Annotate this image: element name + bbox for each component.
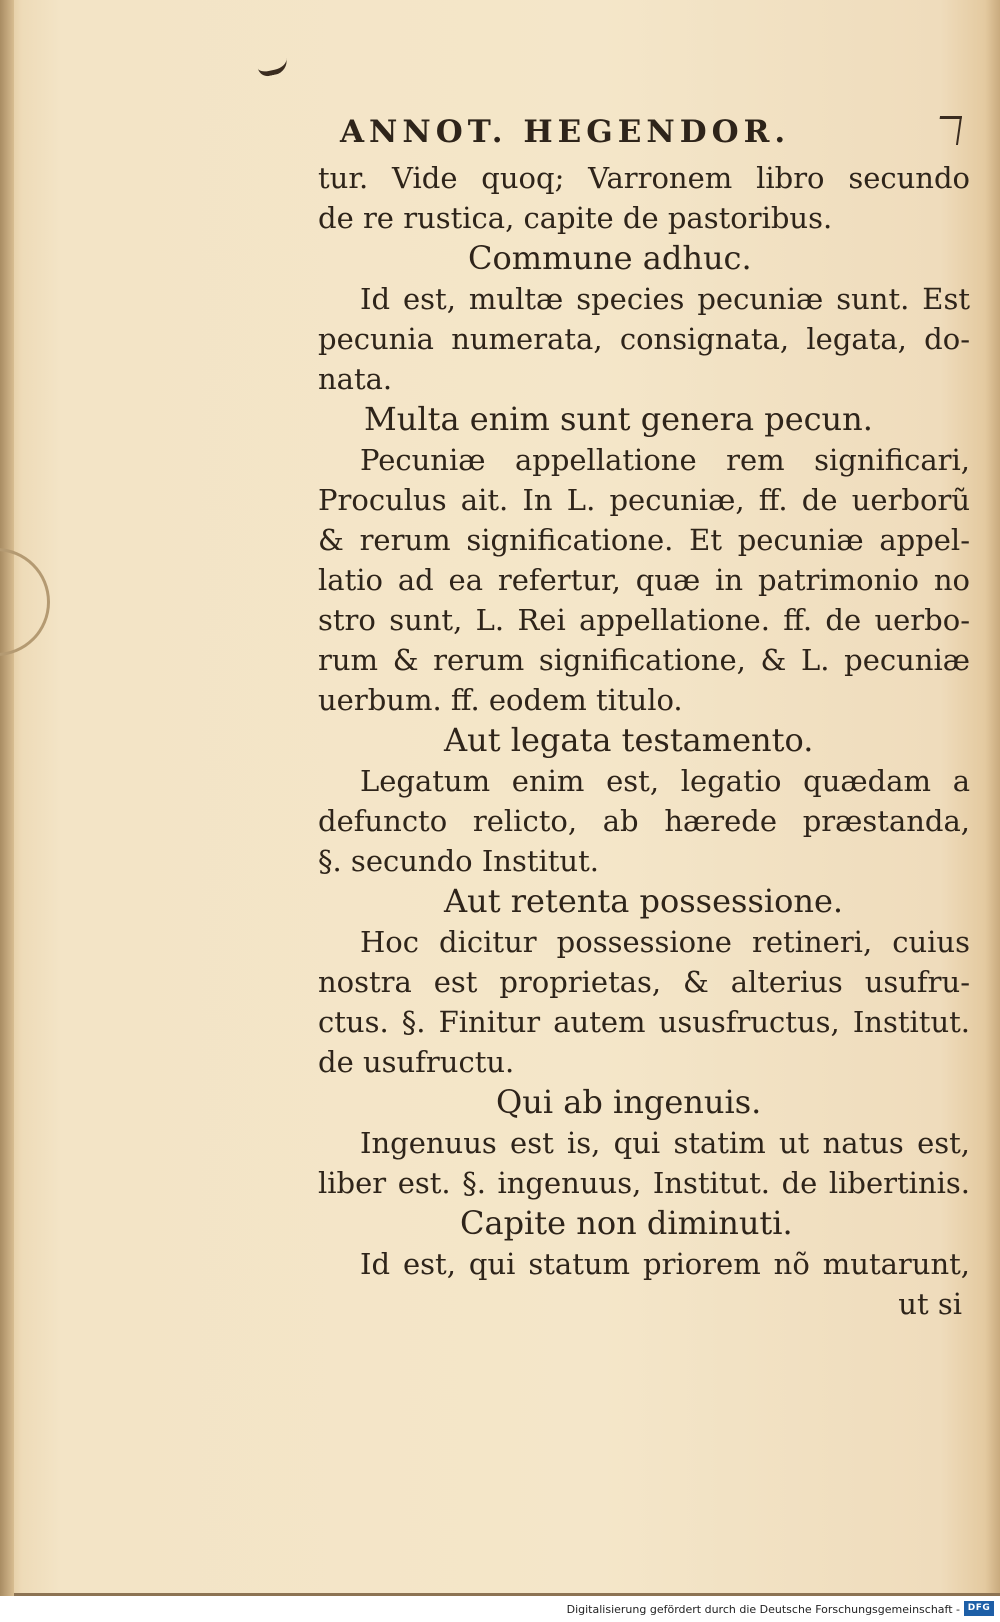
section-heading: Commune adhuc.: [468, 239, 752, 277]
text-line: tur. Vide quoq; Varronem libro secundo: [318, 161, 970, 195]
catchword: ut si: [898, 1287, 962, 1321]
text-line: uerbum. ff. eodem titulo.: [318, 683, 683, 717]
section-heading: Qui ab ingenuis.: [496, 1083, 762, 1121]
text-line: & rerum significatione. Et pecuniæ appel-: [318, 523, 970, 557]
ink-mark: [257, 57, 289, 78]
digitization-footer: [0, 1596, 1000, 1622]
section-heading: Aut legata testamento.: [444, 721, 814, 759]
clasp-impression: [0, 548, 50, 656]
text-line: liber est. §. ingenuus, Institut. de libertinis.: [318, 1166, 970, 1200]
text-line: Pecuniæ appellatione rem significari,: [360, 443, 970, 477]
text-lines: [318, 158, 970, 1324]
text-line: Proculus ait. In L. pecuniæ, ff. de uerborũ: [318, 483, 970, 517]
text-line: nostra est proprietas, & alterius usufru-: [318, 965, 970, 999]
text-line: ctus. §. Finitur autem ususfructus, Institut.: [318, 1005, 970, 1039]
page-gutter-shadow: [0, 0, 14, 1596]
text-line: Legatum enim est, legatio quædam a: [360, 764, 970, 798]
footer-credit: Digitalisierung gefördert durch die Deutsche Forschungsgemeinschaft -: [566, 1603, 960, 1616]
text-line: Hoc dicitur possessione retineri, cuius: [360, 925, 970, 959]
dfg-logo: DFG: [964, 1601, 994, 1616]
text-line: latio ad ea refertur, quæ in patrimonio no: [318, 563, 970, 597]
section-heading: Aut retenta possessione.: [444, 882, 844, 920]
text-line: defuncto relicto, ab hærede præstanda,: [318, 804, 970, 838]
text-line: §. secundo Institut.: [318, 844, 599, 878]
section-heading: Capite non diminuti.: [460, 1204, 793, 1242]
text-line: de re rustica, capite de pastoribus.: [318, 201, 833, 235]
text-line: Id est, qui statum priorem nõ mutarunt,: [360, 1247, 970, 1281]
text-line: pecunia numerata, consignata, legata, do-: [318, 322, 970, 356]
text-line: Ingenuus est is, qui statim ut natus est,: [360, 1126, 970, 1160]
page-text: [318, 108, 970, 1324]
text-line: Id est, multæ species pecuniæ sunt. Est: [360, 282, 970, 316]
text-line: stro sunt, L. Rei appellatione. ff. de uerbo-: [318, 603, 970, 637]
section-heading: Multa enim sunt genera pecun.: [364, 400, 873, 438]
text-line: nata.: [318, 362, 393, 396]
text-line: de usufructu.: [318, 1045, 515, 1079]
text-line: rum & rerum significatione, & L. pecuniæ: [318, 643, 970, 677]
running-head: ANNOT. HEGENDOR.: [340, 114, 791, 150]
